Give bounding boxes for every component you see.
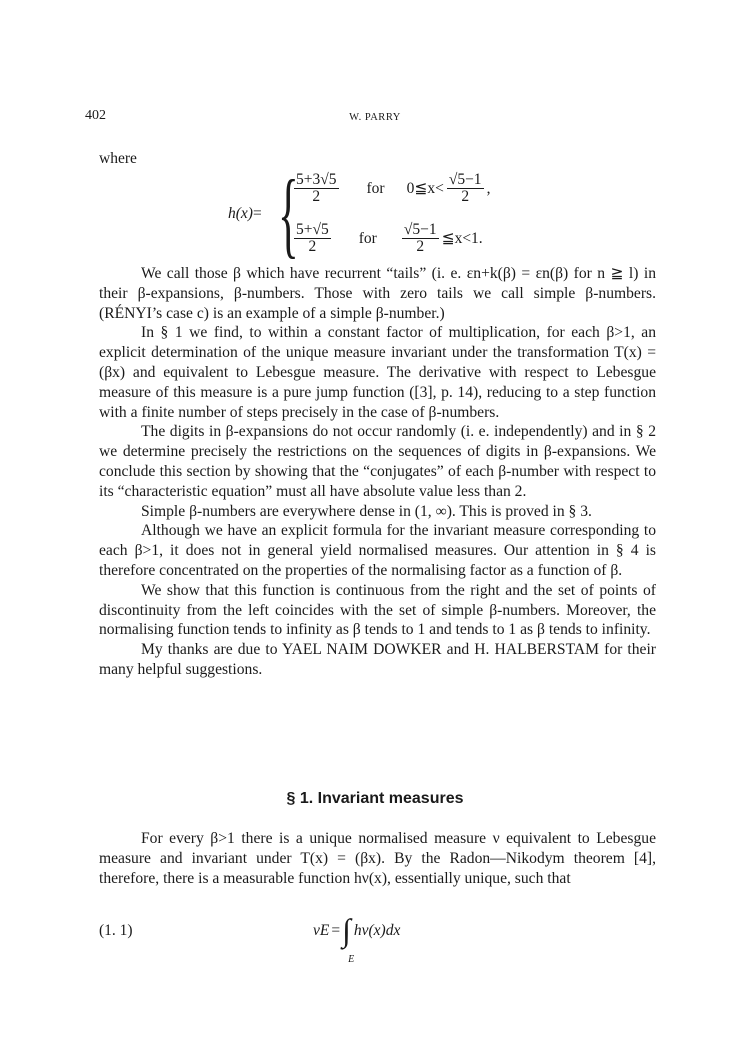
case2-value: $\frac{5+√5}{2}$ bbox=[296, 221, 329, 256]
body-text bbox=[99, 264, 656, 680]
section-title: § 1. Invariant measures bbox=[286, 790, 464, 807]
integral-sign: ∫ E bbox=[342, 912, 355, 965]
formula-h bbox=[228, 160, 568, 272]
paragraph: My thanks are due to YAEL NAIM DOWKER and H. HALBERSTAM for their many helpful suggestions. bbox=[99, 641, 656, 678]
paragraph: For every β>1 there is a unique normalised measure ν equivalent to Lebesgue measure and invariant under T(x) = (βx). By the Radon—Nikodym theorem [4], therefore, there is a measurable function hν(x), essentially unique, such that bbox=[99, 830, 656, 887]
cases-brace: { bbox=[278, 160, 299, 267]
formula-case-2 bbox=[294, 222, 483, 256]
paragraph: The digits in β-expansions do not occur randomly (i. e. independently) and in § 2 we determine precisely the restrictions on the sequences of digits in β-expansions. We conclude this section by showing that the “conjugates” of each β-number with respect to its “characteristic equation” must all have absolute value less than 2. bbox=[99, 423, 656, 500]
paragraph: Simple β-numbers are everywhere dense in (1, ∞). This is proved in § 3. bbox=[141, 502, 592, 520]
paragraph: In § 1 we find, to within a constant factor of multiplication, for each β>1, an explicit determination of the unique measure invariant under the transformation T(x) = (βx) and equivalent to Lebesgue measure. The derivative with respect to Lebesgue measure of this measure is a pure jump function ([3], p. 14), reducing to a step function with a finite number of steps precisely in the case of β-numbers. bbox=[99, 324, 656, 421]
paragraph: We call those β which have recurrent “tails” (i. e. εn+k(β) = εn(β) for n ≧ l) in their β-expansions, β-numbers. Those with zero tails we call simple β-numbers. (RÉNYI’s case c) is an example of a simple β-number.) bbox=[99, 265, 656, 322]
formula-lhs: h(x)= bbox=[228, 205, 262, 222]
case2-condition: for $\frac{√5-1}{2}$ ≦x<1. bbox=[358, 221, 483, 256]
formula-case-1 bbox=[294, 172, 490, 206]
paragraph: We show that this function is continuous from the right and the set of points of discontinuity from the left coincides with the set of simple β-numbers. Moreover, the normalising function tends to infinity as β tends to 1 and tends to 1 as β tends to infinity. bbox=[99, 581, 656, 639]
equation-number: (1. 1) bbox=[99, 922, 133, 939]
case1-condition: for 0≦x< $\frac{√5-1}{2}$ , bbox=[366, 171, 491, 206]
running-head: W. PARRY bbox=[349, 112, 401, 123]
paragraph: Although we have an explicit formula for the invariant measure corresponding to each β>1, it does not in general yield normalised measures. Our attention in § 4 is therefore concentrated on the properties of the normalising factor as a function of β. bbox=[99, 522, 656, 579]
intro-word: where bbox=[99, 150, 137, 167]
equation-1-1: νE = ∫ E hν(x)dx bbox=[313, 912, 401, 965]
section-body bbox=[99, 829, 656, 888]
page-number: 402 bbox=[85, 108, 106, 123]
case1-value: $\frac{5+3√5}{2}$ bbox=[296, 171, 337, 206]
